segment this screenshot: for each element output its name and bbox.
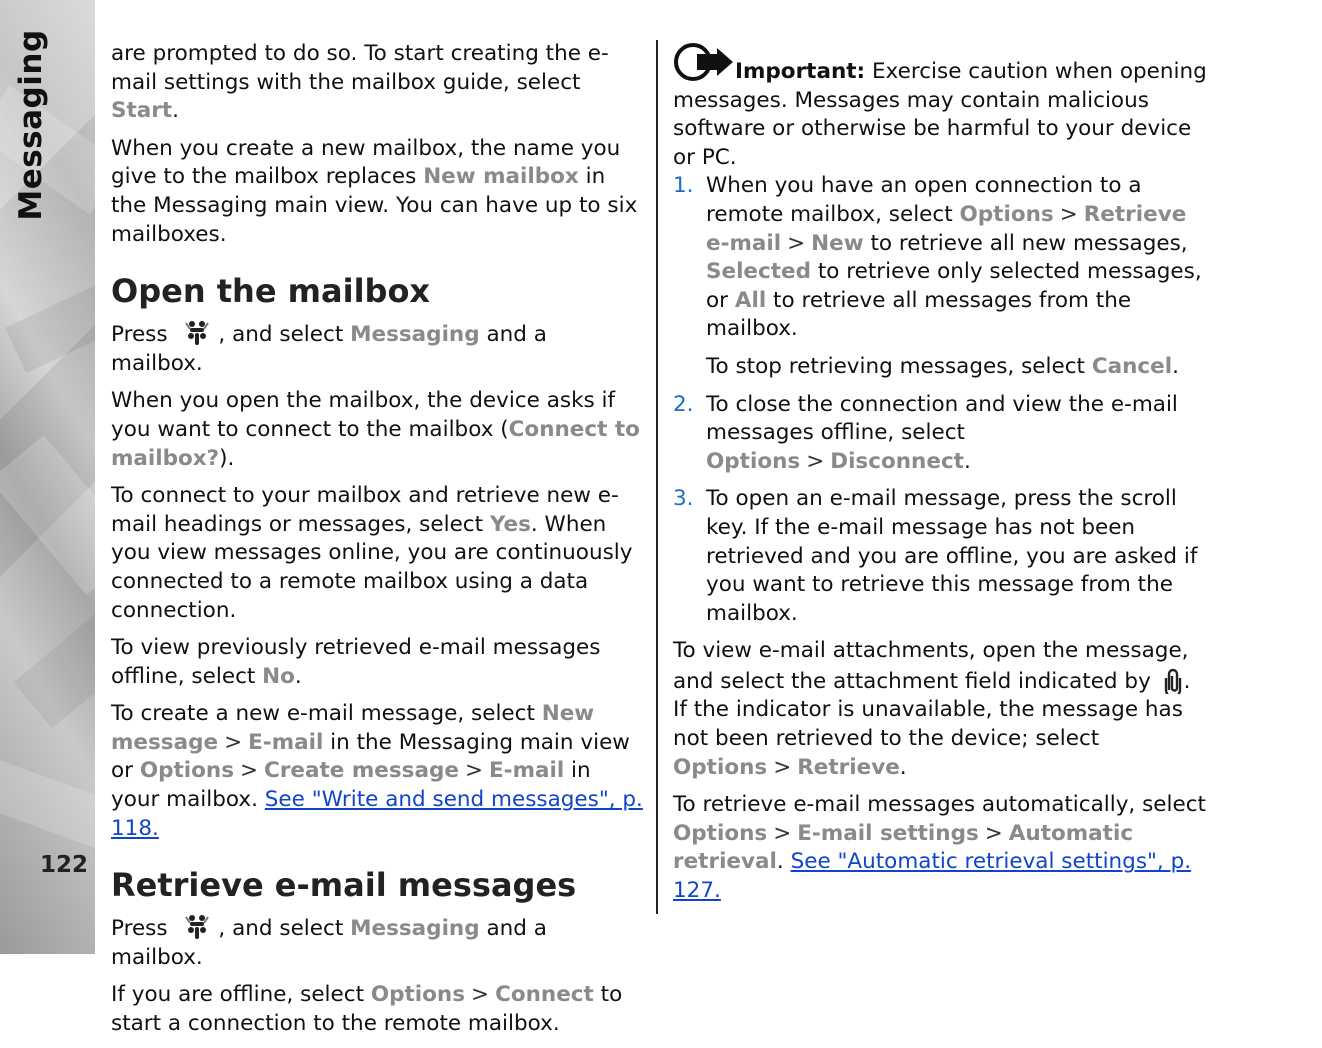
paragraph: When you open the mailbox, the device asks if you want to connect to the mailbox (Connect to mailbox?). bbox=[111, 388, 640, 471]
warning-icon bbox=[673, 40, 735, 84]
decor-facet bbox=[14, 612, 95, 729]
page-number: 122 bbox=[40, 852, 89, 878]
paragraph: To view e-mail attachments, open the message, and select the attachment field indicated by . If the indicator is unavailable, the message has not been retrieved to the device; select Options > Retrieve. bbox=[673, 638, 1191, 780]
paragraph: Press , and select Messaging and a mailbox. bbox=[111, 319, 643, 378]
list-item: 3. To open an e-mail message, press the scroll key. If the e-mail message has not been retrieved and you are offline, you are asked if you want to retrieve this message from the mailbox. bbox=[673, 486, 1198, 626]
decor-facet bbox=[5, 277, 95, 373]
paragraph: When you create a new mailbox, the name you give to the mailbox replaces New mailbox in the Messaging main view. You can have up to six mailboxes. bbox=[111, 135, 638, 247]
left-column bbox=[111, 40, 643, 1048]
list-item: 2. To close the connection and view the e-mail messages offline, select Options > Disconnect. bbox=[673, 391, 1178, 474]
paragraph: To retrieve e-mail messages automatically, select Options > E-mail settings > Automatic retrieval. See "Automatic retrieval settings", p. 127. bbox=[673, 792, 1206, 904]
decor-facet bbox=[0, 754, 95, 856]
attachment-icon bbox=[1162, 666, 1184, 694]
link-write-send-messages[interactable]: See "Write and send messages", p. 118. bbox=[111, 787, 643, 841]
side-tab bbox=[0, 0, 95, 954]
list-item: 1. When you have an open connection to a remote mailbox, select Options > Retrieve e-mail > New to retrieve all new messages, Selected to retrieve only selected messages, or All to retrieve all messages from the mailbox. To stop retrieving messages, select Cancel. bbox=[673, 173, 1202, 379]
important-note: Important: Exercise caution when opening messages. Messages may contain malicious software or otherwise be harmful to your device or PC. bbox=[673, 40, 1208, 172]
heading-retrieve-email: Retrieve e-mail messages bbox=[111, 866, 577, 905]
right-column bbox=[673, 40, 1208, 915]
steps-list bbox=[673, 172, 1208, 628]
paragraph: To view previously retrieved e-mail messages offline, select No. bbox=[111, 635, 601, 689]
decor-facet bbox=[0, 435, 95, 595]
paragraph: If you are offline, select Options > Connect to start a connection to the remote mailbox. bbox=[111, 982, 623, 1037]
menu-key-icon bbox=[182, 319, 212, 347]
link-automatic-retrieval-settings[interactable]: See "Automatic retrieval settings", p. 127. bbox=[673, 849, 1192, 904]
paragraph: To connect to your mailbox and retrieve new e-mail headings or messages, select Yes. When you view messages online, you are continuously connected to a remote mailbox using a data connection. bbox=[111, 483, 633, 623]
column-divider bbox=[656, 40, 658, 914]
paragraph: To create a new e-mail message, select New message > E-mail in the Messaging main view or Options > Create message > E-mail in your mailbox. See "Write and send messages", p. 118. bbox=[111, 701, 643, 841]
heading-open-mailbox: Open the mailbox bbox=[111, 272, 431, 311]
paragraph: Press , and select Messaging and a mailbox. bbox=[111, 913, 643, 972]
section-title: Messaging bbox=[13, 29, 49, 221]
menu-key-icon bbox=[182, 913, 212, 941]
paragraph: are prompted to do so. To start creating the e-mail settings with the mailbox guide, select Start. bbox=[111, 41, 609, 124]
